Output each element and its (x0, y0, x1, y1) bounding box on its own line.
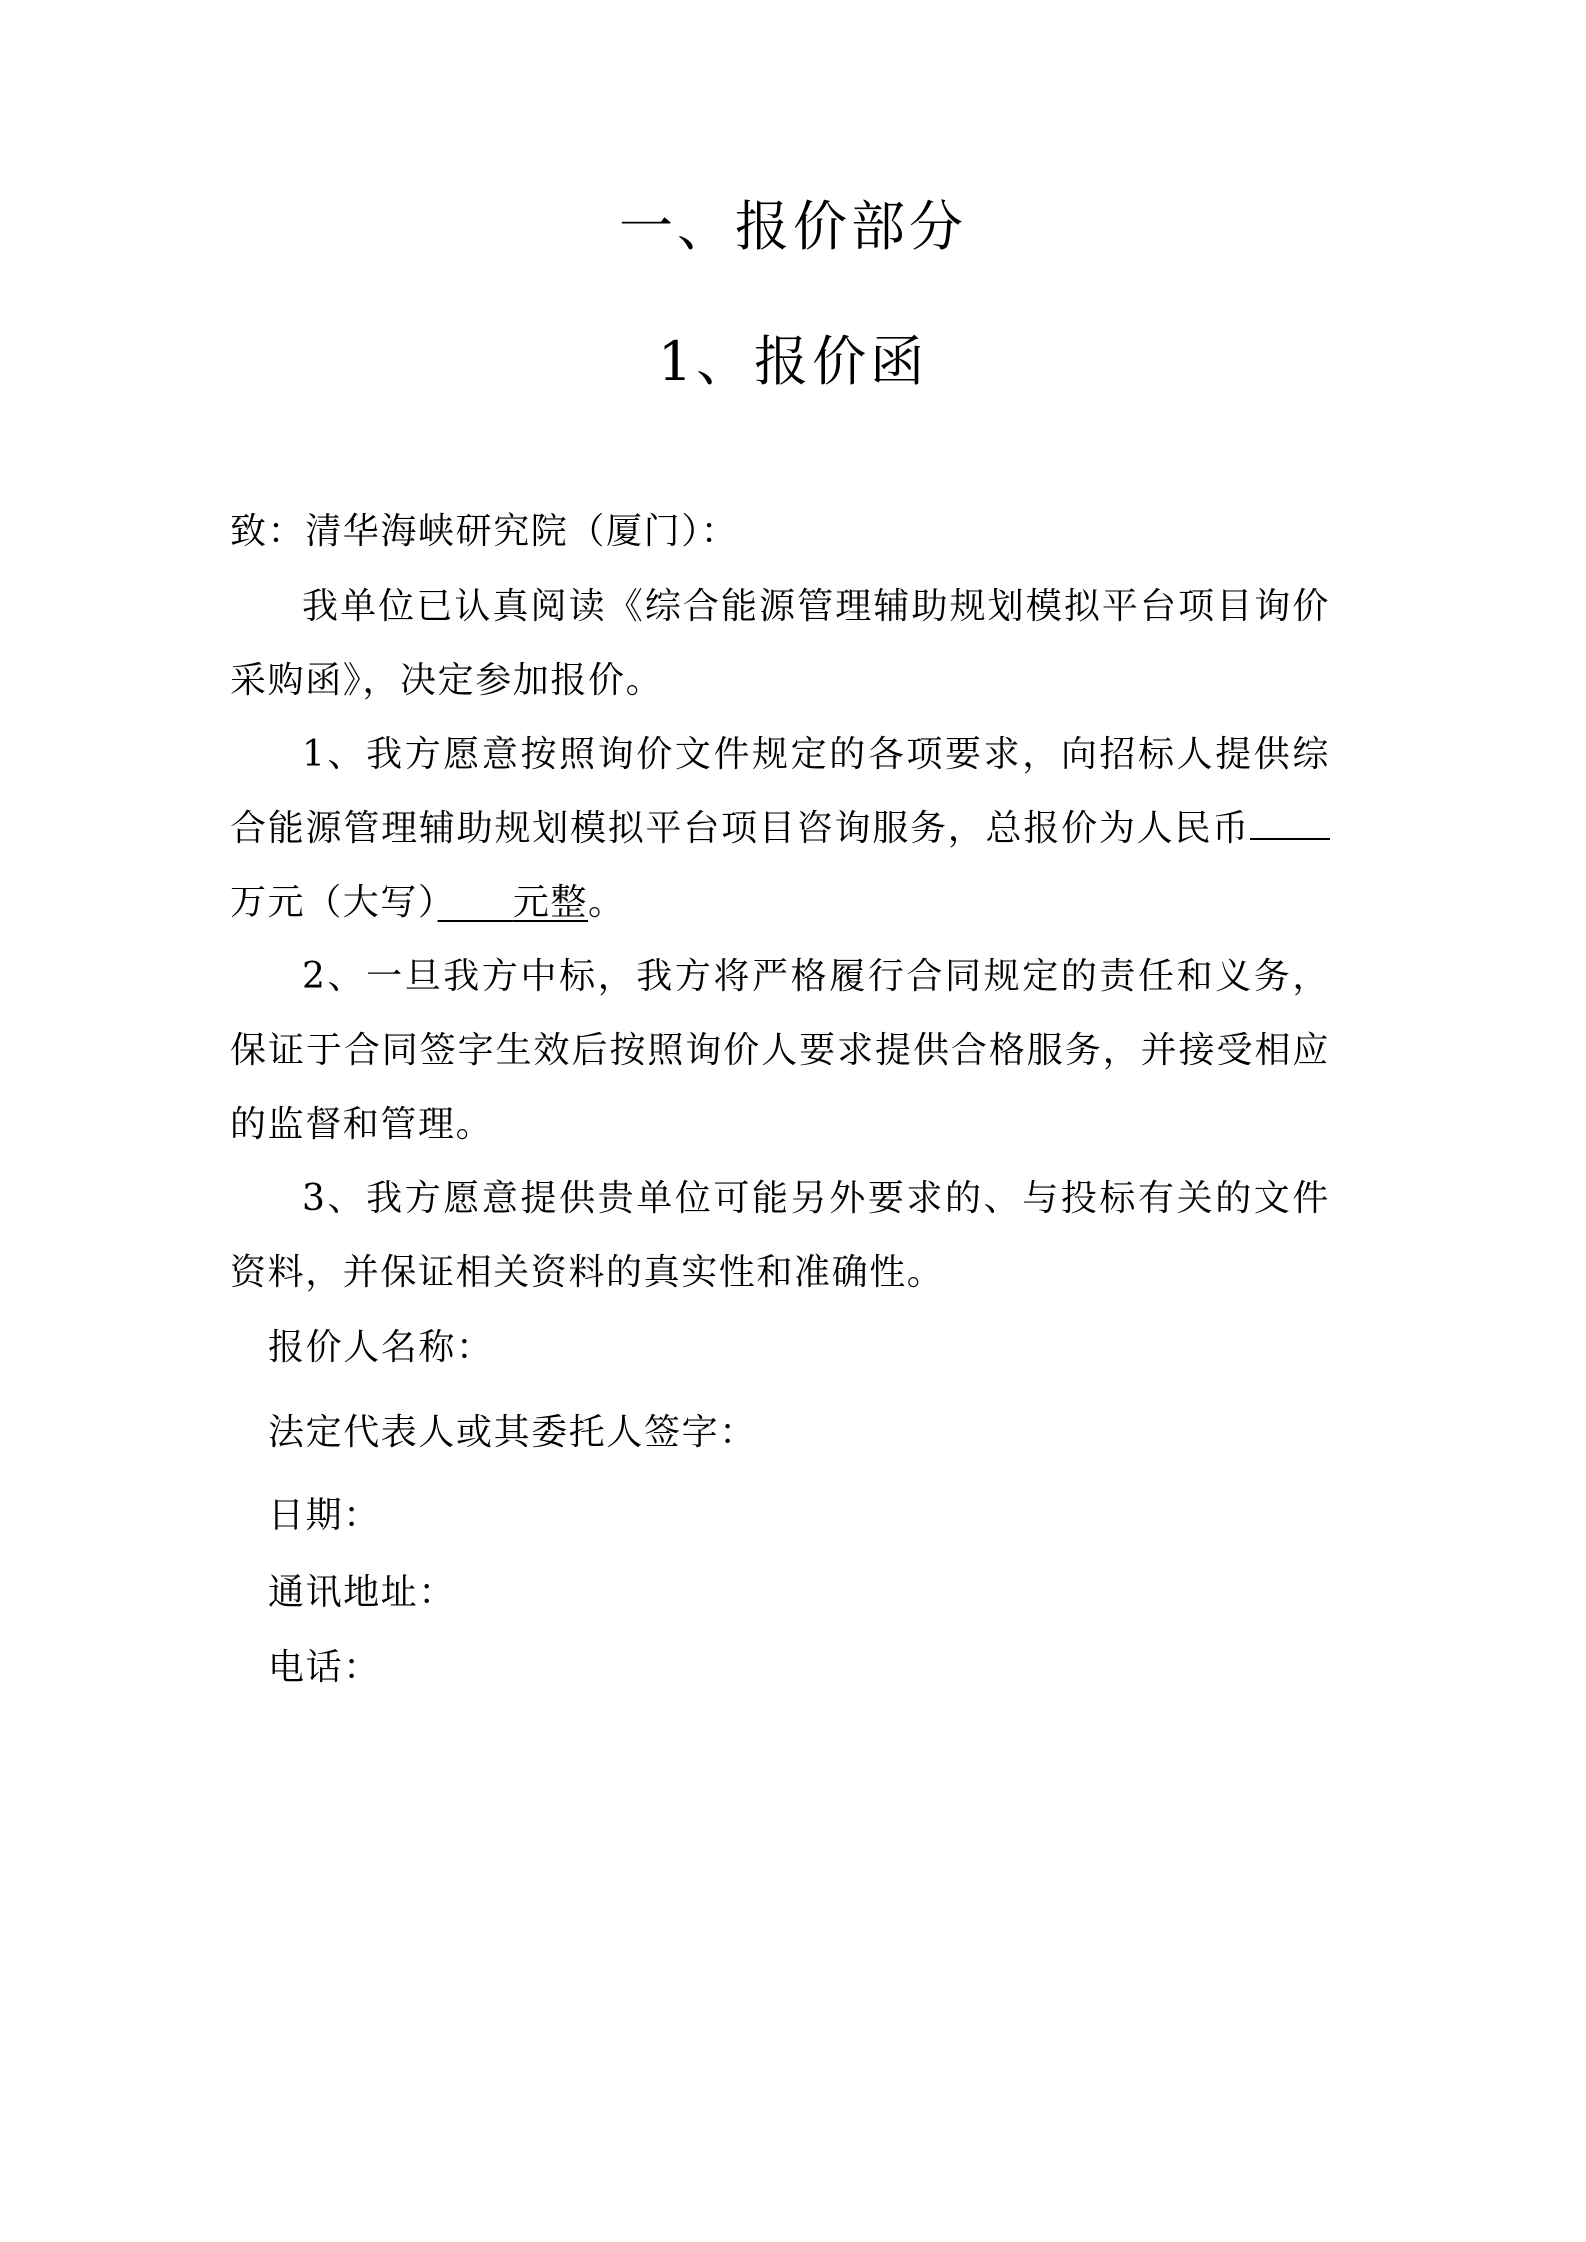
item-3-paragraph: 3、我方愿意提供贵单位可能另外要求的、与投标有关的文件资料，并保证相关资料的真实性和准确性。 (230, 1178, 1330, 1293)
item-2-paragraph: 2、一旦我方中标，我方将严格履行合同规定的责任和义务，保证于合同签字生效后按照询价人要求提供合格服务，并接受相应的监督和管理。 (230, 956, 1330, 1145)
price-blank-wan (1250, 802, 1330, 840)
item-1-paragraph (230, 718, 1330, 940)
item-1-unit-yuan: 元整 (512, 882, 589, 923)
letter-body (230, 570, 1330, 1310)
intro-paragraph: 我单位已认真阅读《综合能源管理辅助规划模拟平台项目询价采购函》，决定参加报价。 (230, 586, 1330, 701)
phone-label: 电话： (268, 1647, 381, 1688)
item-1-unit-wan: 万元（大写） (230, 882, 438, 923)
section-title: 一、报价部分 (619, 195, 967, 258)
item-1-text: 1、我方愿意按照询价文件规定的各项要求，向招标人提供综合能源管理辅助规划模拟平台项目咨询服务，总报价为人民币 (230, 734, 1330, 849)
price-blank-capital (438, 882, 588, 923)
item-1-end: 。 (588, 882, 626, 923)
address-label: 通讯地址： (268, 1572, 457, 1613)
subsection-title: 1、报价函 (657, 330, 929, 393)
date-label: 日期： (268, 1495, 381, 1536)
salutation: 致：清华海峡研究院（厦门）： (230, 511, 739, 552)
representative-signature-label: 法定代表人或其委托人签字： (268, 1412, 757, 1453)
bidder-name-label: 报价人名称： (268, 1327, 494, 1368)
